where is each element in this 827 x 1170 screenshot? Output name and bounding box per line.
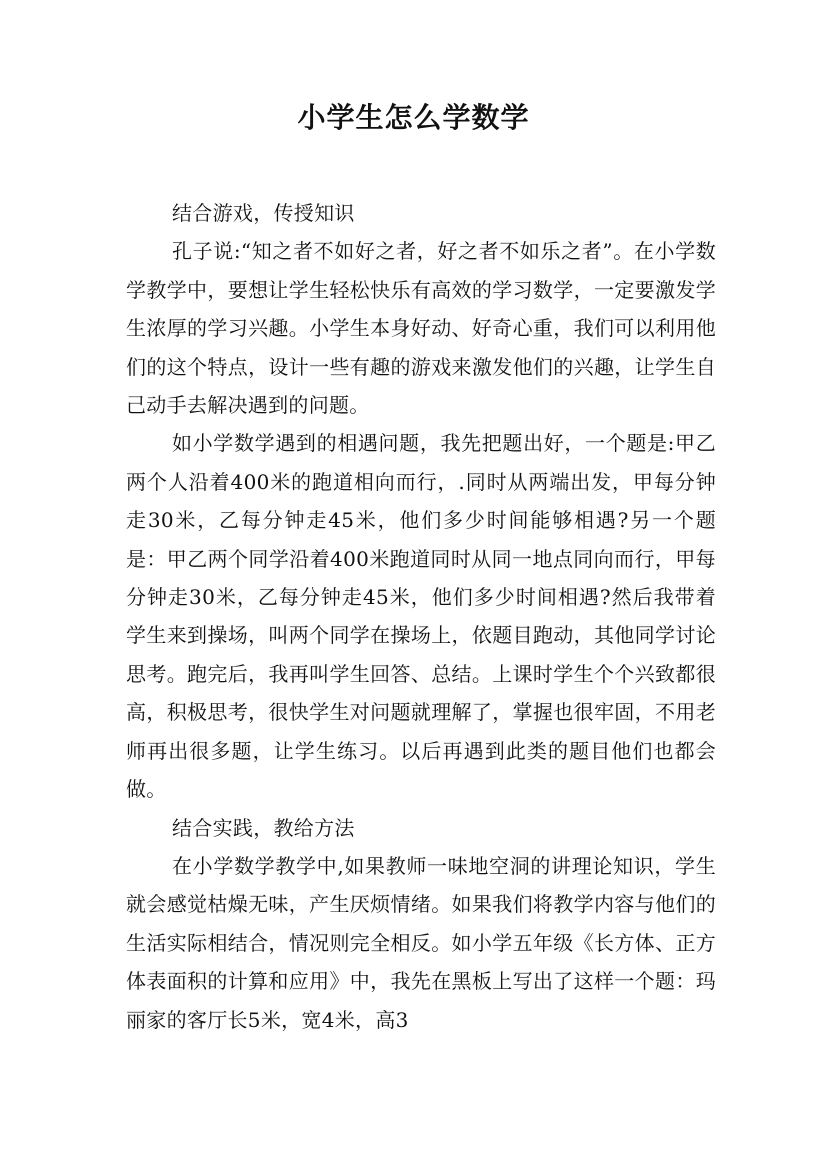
paragraph-practice: 在小学数学教学中,如果教师一味地空洞的讲理论知识，学生就会感觉枯燥无味，产生厌烦情绪。如果我们将教学内容与他们的生活实际相结合，情况则完全相反。如小学五年级《长方体、正方体表面积的计算和应用》中，我先在黑板上写出了这样一个题：玛丽家的客厅长5米，宽4米，高3 bbox=[126, 853, 716, 1032]
section-heading-games: 结合游戏，传授知识 bbox=[172, 201, 355, 225]
page-title: 小学生怎么学数学 bbox=[297, 101, 530, 134]
paragraph-meeting-problem: 如小学数学遇到的相遇问题，我先把题出好，一个题是:甲乙两个人沿着400米的跑道相向而行，.同时从两端出发，甲每分钟走30米，乙每分钟走45米，他们多少时间能够相遇?另一个题是：甲乙两个同学沿着400米跑道同时从同一地点同向而行，甲每分钟走30米，乙每分钟走45米，他们多少时间相遇?然后我带着学生来到操场，叫两个同学在操场上，依题目跑动，其他同学讨论思考。跑完后，我再叫学生回答、总结。上课时学生个个兴致都很高，积极思考，很快学生对问题就理解了，掌握也很牢固，不用老师再出很多题，让学生练习。以后再遇到此类的题目他们也都会做。 bbox=[126, 431, 716, 802]
section-heading-practice: 结合实践，教给方法 bbox=[172, 815, 355, 840]
paragraph-confucius: 孔子说:“知之者不如好之者，好之者不如乐之者”。在小学数学教学中，要想让学生轻松快乐有高效的学习数学，一定要激发学生浓厚的学习兴趣。小学生本身好动、好奇心重，我们可以利用他们的这个特点，设计一些有趣的游戏来激发他们的兴趣，让学生自己动手去解决遇到的问题。 bbox=[126, 239, 716, 418]
document-body bbox=[126, 194, 716, 1039]
